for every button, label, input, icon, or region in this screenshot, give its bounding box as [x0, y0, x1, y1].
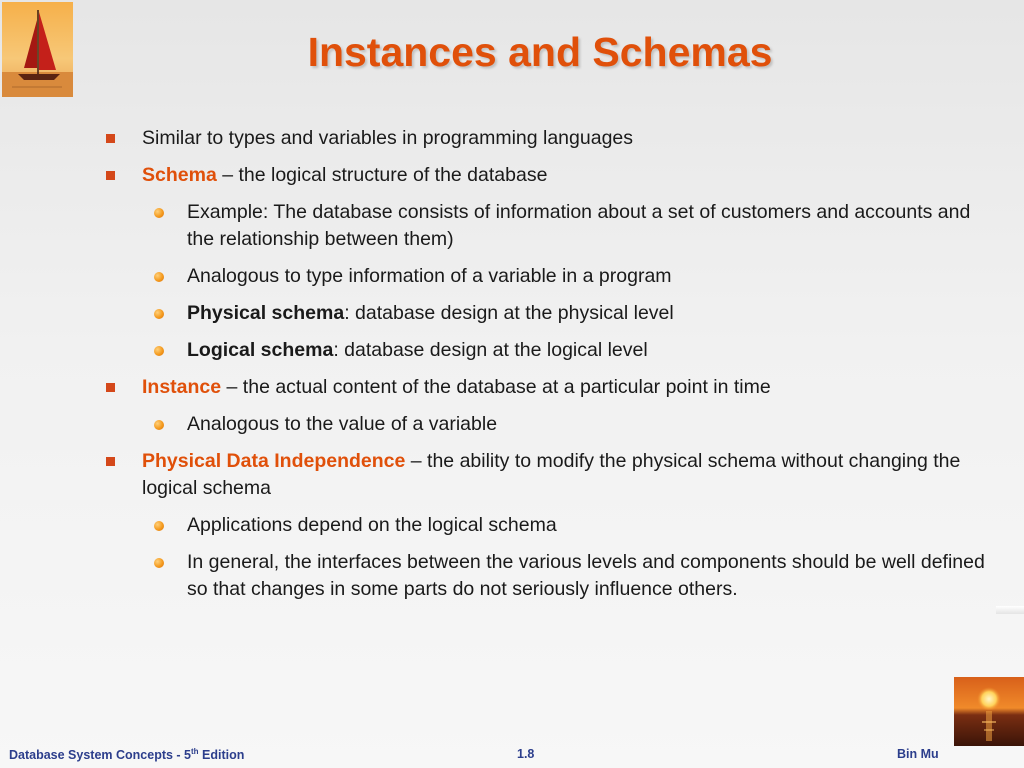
bullet-text: : database design at the logical level	[333, 339, 648, 361]
term-schema: Schema	[142, 164, 217, 186]
bullet-text: – the actual content of the database at a particular point in time	[221, 376, 771, 398]
sub-bullet-item	[100, 263, 1000, 290]
bullet-text: Analogous to type information of a variable in a program	[187, 265, 672, 287]
sub-bullet-item	[100, 199, 1000, 253]
bullet-text: – the logical structure of the database	[216, 164, 548, 186]
round-bullet-icon	[154, 208, 164, 218]
square-bullet-icon	[106, 134, 115, 143]
footer-book-title	[9, 747, 244, 762]
square-bullet-icon	[106, 171, 115, 180]
slide-number: 1.8	[517, 747, 535, 761]
bullet-item	[100, 374, 1000, 401]
sub-bullet-item	[100, 337, 1000, 364]
bullet-text: – the ability to modify the physical schema without changing the logical schema	[142, 450, 961, 499]
bullet-text: Example: The database consists of information about a set of customers and accounts and the relationship between them)	[187, 201, 971, 250]
sunset-image	[954, 677, 1024, 746]
footer-author: Bin Mu	[897, 747, 939, 761]
round-bullet-icon	[154, 272, 164, 282]
footer-book-title-main: Database System Concepts - 5	[9, 748, 192, 762]
sub-bullet-item	[100, 411, 1000, 438]
term-instance: Instance	[142, 376, 222, 398]
slide-content	[100, 125, 1000, 613]
sub-bullet-item	[100, 300, 1000, 327]
bullet-text: In general, the interfaces between the various levels and components should be well defined so that changes in some parts do not seriously influence others.	[187, 551, 985, 600]
bullet-item	[100, 162, 1000, 189]
bullet-text: Analogous to the value of a variable	[187, 413, 498, 435]
bullet-text: Applications depend on the logical schema	[187, 514, 557, 536]
bullet-text: Similar to types and variables in programming languages	[142, 127, 634, 149]
round-bullet-icon	[154, 309, 164, 319]
bullet-text: : database design at the physical level	[344, 302, 674, 324]
round-bullet-icon	[154, 346, 164, 356]
term-physical-data-independence: Physical Data Independence	[142, 450, 406, 472]
footer	[0, 745, 1024, 765]
bold-term-logical-schema: Logical schema	[187, 339, 334, 361]
bullet-item	[100, 125, 1000, 152]
round-bullet-icon	[154, 521, 164, 531]
sub-bullet-item	[100, 512, 1000, 539]
sub-bullet-item	[100, 549, 1000, 603]
footer-book-title-edition: Edition	[198, 748, 245, 762]
square-bullet-icon	[106, 457, 115, 466]
edge-decoration	[996, 606, 1024, 614]
bullet-item	[100, 448, 1000, 502]
round-bullet-icon	[154, 420, 164, 430]
footer-book-title-sup: th	[191, 747, 199, 756]
square-bullet-icon	[106, 383, 115, 392]
round-bullet-icon	[154, 558, 164, 568]
bold-term-physical-schema: Physical schema	[187, 302, 345, 324]
page-title: Instances and Schemas	[307, 29, 773, 75]
